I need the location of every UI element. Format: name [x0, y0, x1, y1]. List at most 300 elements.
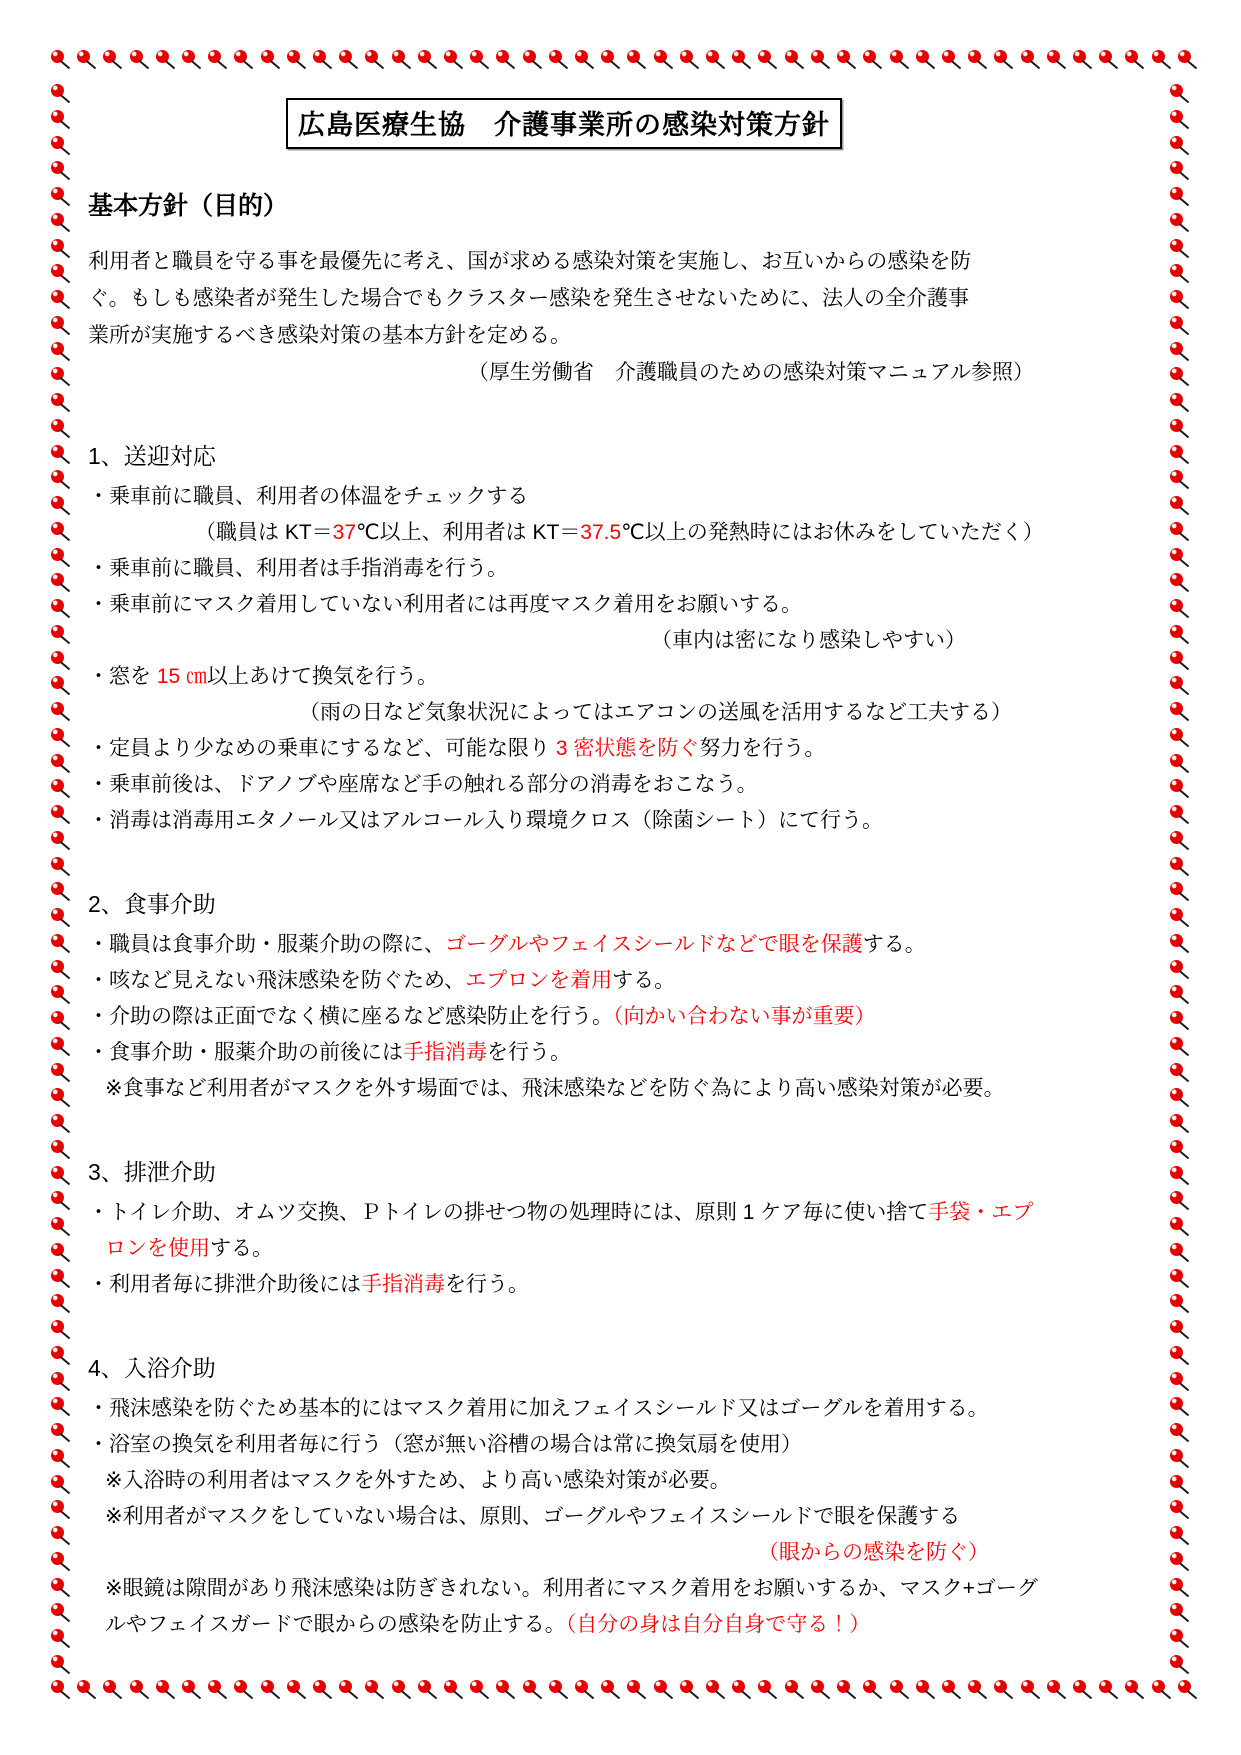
pin-icon	[51, 445, 64, 458]
pin-icon	[680, 50, 693, 63]
pin-icon	[234, 50, 247, 63]
pin-icon	[758, 50, 771, 63]
text-line	[88, 1607, 1040, 1643]
pin-icon	[51, 1088, 64, 1101]
text-line	[88, 927, 1040, 963]
pin-icon	[1170, 754, 1183, 767]
pin-icon	[1170, 1243, 1183, 1256]
pin-icon	[1170, 1397, 1183, 1410]
pin-icon	[51, 573, 64, 586]
pin-icon	[1170, 934, 1183, 947]
text-line	[88, 1391, 1040, 1427]
pin-icon	[890, 1680, 903, 1693]
pin-icon	[51, 625, 64, 638]
pin-icon	[1178, 1680, 1191, 1693]
pin-icon	[51, 1397, 64, 1410]
pin-icon	[732, 1680, 745, 1693]
emphasis-text: 手指消毒	[361, 1273, 445, 1296]
text-line	[88, 1267, 1040, 1303]
body-text: ・乗車前にマスク着用していない利用者には再度マスク着用をお願いする。	[88, 593, 802, 616]
pin-icon	[1170, 1449, 1183, 1462]
text-line	[88, 999, 1040, 1035]
basic-policy-heading: 基本方針（目的）	[88, 192, 289, 220]
pin-icon	[1170, 496, 1183, 509]
emphasis-text: （眼からの感染を防ぐ）	[758, 1541, 989, 1564]
pin-icon	[470, 1680, 483, 1693]
pin-icon	[785, 50, 798, 63]
pin-icon	[1170, 1166, 1183, 1179]
pin-icon	[916, 1680, 929, 1693]
intro-line: 業所が実施するべき感染対策の基本方針を定める。	[88, 324, 571, 347]
body-text: ※入浴時の利用者はマスクを外すため、より高い感染対策が必要。	[105, 1469, 731, 1492]
text-line	[88, 803, 1040, 839]
emphasis-text: 手袋・エプ	[928, 1201, 1034, 1224]
sections-container	[88, 435, 1044, 1643]
body-text: ・乗車前に職員、利用者は手指消毒を行う。	[88, 557, 508, 580]
pin-icon	[208, 50, 221, 63]
pin-icon	[130, 1680, 143, 1693]
body-text: ・利用者毎に排泄介助後には	[88, 1273, 361, 1296]
pin-border-right	[1170, 84, 1184, 1668]
body-text: ・介助の際は正面でなく横に座るなど感染防止を行う。	[88, 1005, 613, 1028]
pin-icon	[51, 779, 64, 792]
policy-section	[88, 1151, 1040, 1303]
pin-icon	[680, 1680, 693, 1693]
pin-icon	[1073, 50, 1086, 63]
pin-icon	[1170, 1475, 1183, 1488]
pin-icon	[1170, 1114, 1183, 1127]
pin-icon	[51, 1269, 64, 1282]
pin-icon	[1170, 1578, 1183, 1591]
body-text: ・窓を	[88, 665, 157, 688]
pin-icon	[523, 50, 536, 63]
pin-icon	[994, 50, 1007, 63]
pin-icon	[51, 342, 64, 355]
pin-icon	[51, 110, 64, 123]
pin-icon	[444, 50, 457, 63]
pin-icon	[549, 50, 562, 63]
pin-icon	[654, 1680, 667, 1693]
pin-icon	[1178, 50, 1191, 63]
pin-icon	[1170, 1140, 1183, 1153]
pin-icon	[77, 1680, 90, 1693]
body-text: する。	[862, 933, 926, 956]
body-text: ℃以上、利用者は KT＝	[356, 521, 581, 544]
pin-icon	[51, 985, 64, 998]
pin-icon	[1170, 1500, 1183, 1513]
emphasis-text: 15 ㎝	[156, 665, 208, 688]
pin-icon	[1170, 1011, 1183, 1024]
pin-icon	[1170, 625, 1183, 638]
pin-icon	[1170, 1217, 1183, 1230]
pin-icon	[261, 50, 274, 63]
pin-icon	[470, 50, 483, 63]
pin-icon	[51, 1500, 64, 1513]
pin-icon	[51, 136, 64, 149]
pin-icon	[51, 651, 64, 664]
pin-icon	[1170, 985, 1183, 998]
pin-icon	[837, 50, 850, 63]
pin-icon	[51, 1294, 64, 1307]
pin-icon	[51, 548, 64, 561]
pin-icon	[1125, 50, 1138, 63]
policy-section	[88, 435, 1044, 839]
pin-icon	[392, 1680, 405, 1693]
pin-icon	[1170, 1629, 1183, 1642]
pin-icon	[1152, 1680, 1165, 1693]
body-text: ・飛沫感染を防ぐため基本的にはマスク着用に加えフェイスシールド又はゴーグルを着用する。	[88, 1397, 989, 1420]
pin-icon	[994, 1680, 1007, 1693]
text-line	[88, 551, 1040, 587]
pin-icon	[1170, 522, 1183, 535]
pin-icon	[51, 1552, 64, 1565]
body-text: ・トイレ介助、オムツ交換、Ｐトイレの排せつ物の処理時には、原則 1 ケア毎に使い捨て	[88, 1201, 929, 1224]
pin-icon	[103, 50, 116, 63]
body-text: 努力を行う。	[699, 737, 826, 760]
section-heading: 2、食事介助	[88, 891, 216, 917]
emphasis-text: 手指消毒	[403, 1041, 487, 1064]
text-line	[88, 1071, 1040, 1107]
pin-icon	[51, 1423, 64, 1436]
intro-line: 利用者と職員を守る事を最優先に考え、国が求める感染対策を実施し、お互いからの感染を防	[88, 250, 972, 273]
pin-icon	[365, 1680, 378, 1693]
pin-icon	[51, 1655, 64, 1668]
pin-icon	[51, 882, 64, 895]
pin-icon	[1170, 702, 1183, 715]
pin-icon	[51, 1191, 64, 1204]
pin-icon	[51, 728, 64, 741]
pin-icon	[863, 50, 876, 63]
text-line	[88, 1571, 1040, 1607]
text-line	[88, 1195, 1040, 1231]
pin-icon	[732, 50, 745, 63]
pin-icon	[811, 1680, 824, 1693]
body-text: する。	[210, 1237, 273, 1260]
pin-icon	[182, 50, 195, 63]
pin-icon	[1170, 1603, 1183, 1616]
pin-icon	[51, 470, 64, 483]
pin-icon	[890, 50, 903, 63]
pin-icon	[51, 754, 64, 767]
pin-icon	[1170, 84, 1183, 97]
pin-icon	[1170, 161, 1183, 174]
pin-icon	[51, 213, 64, 226]
pin-icon	[1170, 239, 1183, 252]
text-line	[88, 659, 1040, 695]
pin-icon	[942, 1680, 955, 1693]
pin-icon	[51, 239, 64, 252]
body-text: ・乗車前後は、ドアノブや座席など手の触れる部分の消毒をおこなう。	[88, 773, 758, 796]
body-text: ・乗車前に職員、利用者の体温をチェックする	[88, 485, 529, 508]
pin-icon	[51, 599, 64, 612]
pin-icon	[1170, 445, 1183, 458]
body-text: （職員は KT＝	[195, 521, 333, 544]
pin-icon	[1170, 1526, 1183, 1539]
pin-icon	[1170, 676, 1183, 689]
pin-icon	[1170, 1423, 1183, 1436]
pin-icon	[1170, 573, 1183, 586]
pin-icon	[418, 50, 431, 63]
pin-icon	[313, 50, 326, 63]
pin-icon	[51, 1603, 64, 1616]
pin-icon	[339, 50, 352, 63]
pin-icon	[706, 50, 719, 63]
pin-icon	[654, 50, 667, 63]
emphasis-text: （向かい合わない事が重要）	[613, 1005, 876, 1028]
document-title: 広島医療生協 介護事業所の感染対策方針	[286, 98, 842, 149]
pin-icon	[365, 50, 378, 63]
body-text: ・食事介助・服薬介助の前後には	[88, 1041, 403, 1064]
section-heading: 1、送迎対応	[88, 443, 216, 469]
pin-icon	[103, 1680, 116, 1693]
pin-icon	[496, 50, 509, 63]
pin-icon	[1170, 110, 1183, 123]
pin-icon	[1170, 1088, 1183, 1101]
pin-icon	[627, 1680, 640, 1693]
pin-icon	[1170, 342, 1183, 355]
section-heading: 3、排泄介助	[88, 1159, 216, 1185]
pin-icon	[1021, 1680, 1034, 1693]
pin-icon	[627, 50, 640, 63]
reference-note: （厚生労働省 介護職員のための感染対策マニュアル参照）	[467, 361, 1034, 384]
pin-icon	[51, 1680, 64, 1693]
pin-border-left	[51, 84, 65, 1668]
pin-icon	[208, 1680, 221, 1693]
text-line	[88, 1463, 1040, 1499]
pin-icon	[811, 50, 824, 63]
pin-icon	[1170, 1063, 1183, 1076]
pin-icon	[549, 1680, 562, 1693]
emphasis-text: 3 密状態を防ぐ	[555, 737, 700, 760]
pin-icon	[1099, 1680, 1112, 1693]
pin-icon	[1170, 419, 1183, 432]
pin-icon	[51, 1063, 64, 1076]
pin-icon	[51, 316, 64, 329]
pin-icon	[1170, 831, 1183, 844]
pin-icon	[51, 960, 64, 973]
emphasis-text: 37	[332, 521, 357, 544]
pin-icon	[968, 1680, 981, 1693]
pin-icon	[1073, 1680, 1086, 1693]
text-line	[88, 695, 1040, 731]
pin-icon	[837, 1680, 850, 1693]
text-line	[88, 767, 1040, 803]
body-text: ・職員は食事介助・服薬介助の際に、	[88, 933, 445, 956]
pin-icon	[444, 1680, 457, 1693]
intro-paragraph	[88, 243, 1040, 354]
pin-icon	[706, 1680, 719, 1693]
body-text: ・消毒は消毒用エタノール又はアルコール入り環境クロス（除菌シート）にて行う。	[88, 809, 884, 832]
pin-icon	[392, 50, 405, 63]
pin-icon	[51, 1475, 64, 1488]
pin-icon	[1170, 1320, 1183, 1333]
pin-icon	[1021, 50, 1034, 63]
pin-icon	[523, 1680, 536, 1693]
pin-icon	[182, 1680, 195, 1693]
text-line	[88, 1035, 1040, 1071]
pin-icon	[1170, 1269, 1183, 1282]
pin-icon	[51, 393, 64, 406]
pin-icon	[601, 50, 614, 63]
pin-icon	[1047, 1680, 1060, 1693]
pin-icon	[51, 1526, 64, 1539]
text-line	[88, 623, 1040, 659]
pin-icon	[51, 1372, 64, 1385]
pin-icon	[418, 1680, 431, 1693]
pin-icon	[496, 1680, 509, 1693]
text-line	[88, 515, 1044, 551]
pin-icon	[1170, 805, 1183, 818]
pin-icon	[601, 1680, 614, 1693]
pin-icon	[339, 1680, 352, 1693]
pin-icon	[1152, 50, 1165, 63]
text-line	[88, 1231, 1040, 1267]
pin-icon	[287, 1680, 300, 1693]
pin-icon	[1047, 50, 1060, 63]
pin-icon	[51, 367, 64, 380]
pin-icon	[1125, 1680, 1138, 1693]
emphasis-text: 37.5	[580, 521, 622, 544]
emphasis-text: エプロンを着用	[465, 969, 613, 992]
pin-icon	[1170, 1191, 1183, 1204]
pin-icon	[51, 1629, 64, 1642]
emphasis-text: （自分の身は自分自身で守る！）	[565, 1613, 871, 1636]
text-line	[88, 731, 1040, 767]
pin-icon	[1170, 187, 1183, 200]
pin-icon	[1170, 393, 1183, 406]
pin-icon	[1099, 50, 1112, 63]
text-line	[88, 1499, 1040, 1535]
text-line	[88, 963, 1040, 999]
pin-icon	[1170, 857, 1183, 870]
pin-icon	[51, 676, 64, 689]
pin-icon	[863, 1680, 876, 1693]
pin-icon	[51, 1037, 64, 1050]
pin-icon	[156, 50, 169, 63]
pin-icon	[51, 84, 64, 97]
pin-icon	[51, 264, 64, 277]
pin-icon	[758, 1680, 771, 1693]
pin-icon	[1170, 1655, 1183, 1668]
pin-icon	[575, 1680, 588, 1693]
pin-icon	[1170, 1294, 1183, 1307]
pin-icon	[1170, 908, 1183, 921]
text-line	[88, 1535, 1040, 1571]
pin-icon	[51, 857, 64, 870]
body-text: を行う。	[445, 1273, 529, 1296]
pin-icon	[51, 161, 64, 174]
pin-icon	[261, 1680, 274, 1693]
pin-icon	[916, 50, 929, 63]
pin-icon	[51, 1140, 64, 1153]
section-heading: 4、入浴介助	[88, 1355, 216, 1381]
pin-icon	[51, 290, 64, 303]
pin-icon	[51, 908, 64, 921]
pin-icon	[1170, 728, 1183, 741]
pin-icon	[51, 522, 64, 535]
pin-icon	[1170, 960, 1183, 973]
pin-icon	[1170, 264, 1183, 277]
text-line	[88, 587, 1040, 623]
body-text: ・咳など見えない飛沫感染を防ぐため、	[88, 969, 466, 992]
body-text: ※食事など利用者がマスクを外す場面では、飛沫感染などを防ぐ為により高い感染対策が必要。	[105, 1077, 1005, 1100]
body-text: ・定員より少なめの乗車にするなど、可能な限り	[88, 737, 556, 760]
pin-icon	[51, 1320, 64, 1333]
pin-icon	[1170, 1346, 1183, 1359]
pin-icon	[942, 50, 955, 63]
pin-icon	[51, 702, 64, 715]
pin-border-bottom	[51, 1680, 1191, 1694]
body-text: （車内は密になり感染しやすい）	[651, 629, 966, 652]
pin-icon	[1170, 1037, 1183, 1050]
pin-icon	[1170, 367, 1183, 380]
pin-icon	[51, 831, 64, 844]
pin-icon	[51, 805, 64, 818]
pin-icon	[51, 1449, 64, 1462]
body-text: （雨の日など気象状況によってはエアコンの送風を活用するなど工夫する）	[299, 701, 1012, 724]
pin-icon	[51, 1114, 64, 1127]
pin-icon	[287, 50, 300, 63]
pin-icon	[51, 419, 64, 432]
pin-icon	[1170, 213, 1183, 226]
pin-icon	[1170, 136, 1183, 149]
pin-border-top	[51, 50, 1191, 64]
pin-icon	[51, 934, 64, 947]
pin-icon	[313, 1680, 326, 1693]
body-text: を行う。	[487, 1041, 571, 1064]
policy-section	[88, 1347, 1040, 1643]
pin-icon	[1170, 779, 1183, 792]
body-text: ※利用者がマスクをしていない場合は、原則、ゴーグルやフェイスシールドで眼を保護する	[105, 1505, 961, 1528]
body-text: ℃以上の発熱時にはお休みをしていただく）	[621, 521, 1044, 544]
pin-icon	[1170, 316, 1183, 329]
pin-icon	[51, 1243, 64, 1256]
policy-section	[88, 883, 1040, 1107]
text-line	[88, 1427, 1040, 1463]
pin-icon	[1170, 882, 1183, 895]
pin-icon	[51, 1578, 64, 1591]
document-body	[88, 98, 1044, 1643]
pin-icon	[968, 50, 981, 63]
pin-icon	[51, 187, 64, 200]
pin-icon	[77, 50, 90, 63]
pin-icon	[1170, 651, 1183, 664]
pin-icon	[51, 1166, 64, 1179]
pin-icon	[51, 1011, 64, 1024]
text-line	[88, 479, 1040, 515]
pin-icon	[156, 1680, 169, 1693]
body-text: ・浴室の換気を利用者毎に行う（窓が無い浴槽の場合は常に換気扇を使用）	[88, 1433, 802, 1456]
pin-icon	[1170, 470, 1183, 483]
pin-icon	[51, 1217, 64, 1230]
pin-icon	[1170, 290, 1183, 303]
emphasis-text: ロンを使用	[105, 1237, 210, 1260]
body-text: 以上あけて換気を行う。	[207, 665, 439, 688]
pin-icon	[1170, 1372, 1183, 1385]
pin-icon	[130, 50, 143, 63]
pin-icon	[1170, 599, 1183, 612]
pin-icon	[1170, 548, 1183, 561]
body-text: ルやフェイスガードで眼からの感染を防止する。	[105, 1613, 566, 1636]
pin-icon	[785, 1680, 798, 1693]
pin-icon	[234, 1680, 247, 1693]
emphasis-text: ゴーグルやフェイスシールドなどで眼を保護	[445, 933, 863, 956]
intro-line: ぐ。もしも感染者が発生した場合でもクラスター感染を発生させないために、法人の全介護事	[88, 287, 969, 310]
pin-icon	[51, 50, 64, 63]
pin-icon	[51, 1346, 64, 1359]
body-text: ※眼鏡は隙間があり飛沫感染は防ぎきれない。利用者にマスク着用をお願いするか、マスク+ゴーグ	[105, 1577, 1038, 1600]
pin-icon	[575, 50, 588, 63]
